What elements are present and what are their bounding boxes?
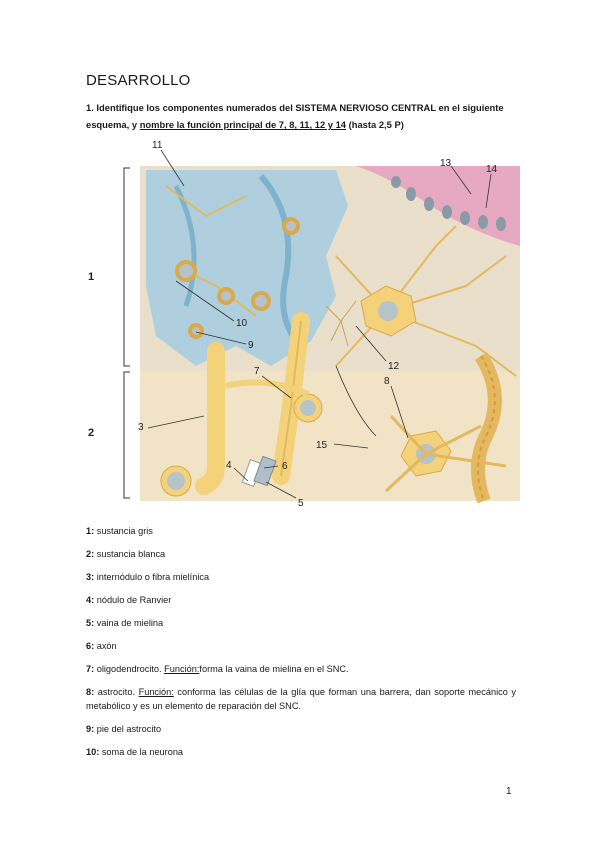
question-1: [86, 99, 516, 133]
nervous-system-diagram: [86, 136, 526, 511]
label-8: 8: [384, 376, 390, 387]
label-4: 4: [226, 460, 232, 471]
label-7: 7: [254, 366, 260, 377]
answer-1: 1: sustancia gris: [86, 526, 153, 536]
question-text-a: Identifique los componentes numerados del SISTEMA NERVIOSO CENTRAL en el siguiente esquema, y: [86, 102, 504, 130]
label-3: 3: [138, 422, 144, 433]
question-text-b: (hasta 2,5 P): [346, 119, 404, 130]
question-number: 1.: [86, 102, 94, 113]
question-text-underlined: nombre la función principal de 7, 8, 11, 12 y 14: [139, 119, 347, 130]
label-2: 2: [88, 427, 95, 439]
page-number: 1: [506, 786, 512, 797]
section-title: DESARROLLO: [86, 72, 191, 89]
label-6: 6: [282, 461, 288, 472]
oligodendrocyte-bottom: [161, 466, 191, 496]
answer-5: 5: vaina de mielina: [86, 618, 164, 628]
answer-3: 3: internódulo o fibra mielínica: [86, 572, 210, 582]
region-brackets: [124, 168, 130, 498]
label-11: 11: [152, 140, 163, 151]
answer-8: 8: astrocito. Función: conforma las células de la glía que forman una barrera, dan soporte mecánico y metabólico y es un elemento de reparación del SNC.: [86, 687, 516, 711]
label-15: 15: [316, 440, 328, 451]
answer-6: 6: axón: [86, 641, 117, 651]
label-12: 12: [388, 361, 400, 372]
answer-7: 7: oligodendrocito. Función:forma la vaina de mielina en el SNC.: [86, 664, 349, 674]
answer-9: 9: pie del astrocito: [86, 724, 162, 734]
label-10: 10: [236, 318, 248, 329]
label-14: 14: [486, 164, 498, 175]
answer-10: 10: soma de la neurona: [86, 747, 184, 757]
label-9: 9: [248, 340, 254, 351]
label-5: 5: [298, 498, 304, 509]
answer-4: 4: nódulo de Ranvier: [86, 595, 172, 605]
label-1: 1: [88, 271, 95, 283]
label-13: 13: [440, 158, 452, 169]
answer-2: 2: sustancia blanca: [86, 549, 166, 559]
diagram-svg: [86, 136, 526, 511]
